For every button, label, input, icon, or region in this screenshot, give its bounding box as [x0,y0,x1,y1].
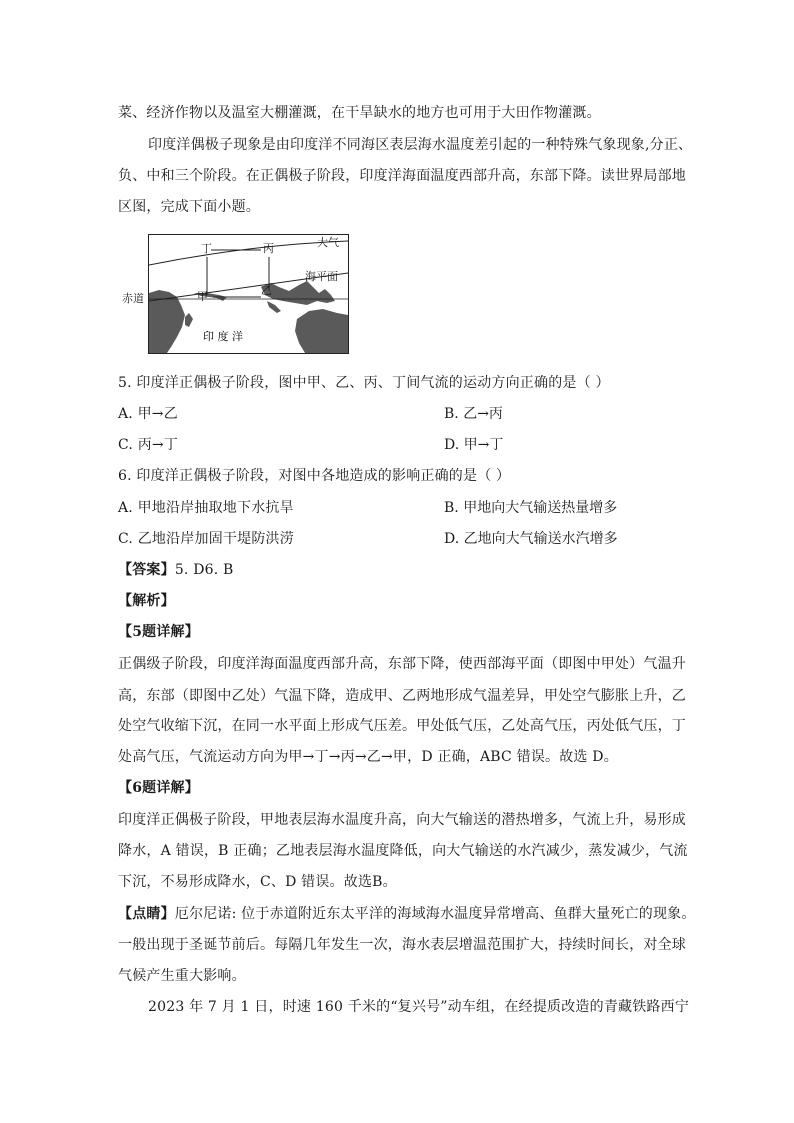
question-6-option-d: D. 乙地向大气输送水汽增多 [444,531,618,547]
australia-landmass [295,309,348,353]
indonesia-islands [261,281,335,305]
map-label-sea-level: 海平面 [305,270,338,283]
map-graphic [149,235,348,353]
tip-line [118,904,696,924]
answer-text: 5. D6. B [174,562,234,578]
question-5-option-a: A. 甲→乙 [118,406,178,422]
map-label-ocean: 印 度 洋 [203,330,243,343]
map-label-jia: 甲 [197,290,208,303]
detail-6-line: 降水，A 错误，B 正确；乙地表层海水温度降低，向大气输送的水汽减少，蒸发减少，气流 [118,843,688,859]
question-5-option-c: C. 丙→丁 [118,437,179,453]
detail-5-line: 处空气收缩下沉，在同一水平面上形成气压差。甲处低气压，乙处高气压，丙处低气压，丁 [118,718,686,734]
detail-5-line: 高，东部（即图中乙处）气温下降，造成甲、乙两地形成气温差异，甲处空气膨胀上升，乙 [118,688,686,704]
tip-line: 一般出现于圣诞节前后。每隔几年发生一次，海水表层增温范围扩大，持续时间长，对全球 [118,937,686,953]
tip-tag: 【点睛】 [118,906,175,922]
indian-ocean-map [148,234,349,354]
question-6-option-c: C. 乙地沿岸加固干堤防洪涝 [118,531,294,547]
tip-line: 气候产生重大影响。 [118,968,246,984]
text-line: 区图，完成下面小题。 [118,199,260,215]
text-line: 负、中和三个阶段。在正偶极子阶段，印度洋海面温度西部升高，东部下降。读世界局部地 [118,168,686,184]
detail-6-tag: 【6题详解】 [118,780,199,796]
madagascar-island [185,313,193,327]
tip-text: 厄尔尼诺: 位于赤道附近东太平洋的海域海水温度异常增高、鱼群大量死亡的现象。 [174,906,696,922]
text-line: 菜、经济作物以及温室大棚灌溉，在干旱缺水的地方也可用于大田作物灌溉。 [118,105,601,121]
map-label-ding: 丁 [201,242,212,255]
map-label-atmosphere: 大气 [317,236,339,249]
answer-line [118,560,234,580]
question-5-option-b: B. 乙→丙 [444,406,503,422]
detail-5-line: 正偶级子阶段，印度洋海面温度西部升高，东部下降，使西部海平面（即图中甲处）气温升 [118,656,686,672]
text-line: 印度洋偶极子现象是由印度洋不同海区表层海水温度差引起的一种特殊气象现象,分正、 [148,137,693,153]
question-6-stem: 6. 印度洋正偶极子阶段，对图中各地造成的影响正确的是（ ） [118,468,511,484]
question-5-stem: 5. 印度洋正偶极子阶段，图中甲、乙、丙、丁间气流的运动方向正确的是（ ） [118,375,610,391]
detail-5-line: 处高气压，气流运动方向为甲→丁→丙→乙→甲，D 正确，ABC 错误。故选 D。 [118,749,618,765]
answer-tag: 【答案】 [118,562,175,578]
map-label-bing: 丙 [263,242,274,255]
sumatra-island [267,301,281,313]
question-6-option-a: A. 甲地沿岸抽取地下水抗旱 [118,500,294,516]
africa-landmass [149,290,185,353]
next-paragraph-line: 2023 年 7 月 1 日，时速 160 千米的“复兴号”动车组，在经提质改造的青藏铁路西宁 [148,999,690,1015]
map-label-yi: 乙 [261,284,272,297]
map-label-equator: 赤道 [122,292,144,305]
analysis-tag: 【解析】 [118,593,175,609]
question-6-option-b: B. 甲地向大气输送热量增多 [444,500,618,516]
question-5-option-d: D. 甲→丁 [444,437,504,453]
detail-6-line: 印度洋正偶极子阶段，甲地表层海水温度升高，向大气输送的潜热增多，气流上升，易形成 [118,812,686,828]
detail-6-line: 下沉，不易形成降水，C、D 错误。故选B。 [118,874,397,890]
detail-5-tag: 【5题详解】 [118,624,199,640]
